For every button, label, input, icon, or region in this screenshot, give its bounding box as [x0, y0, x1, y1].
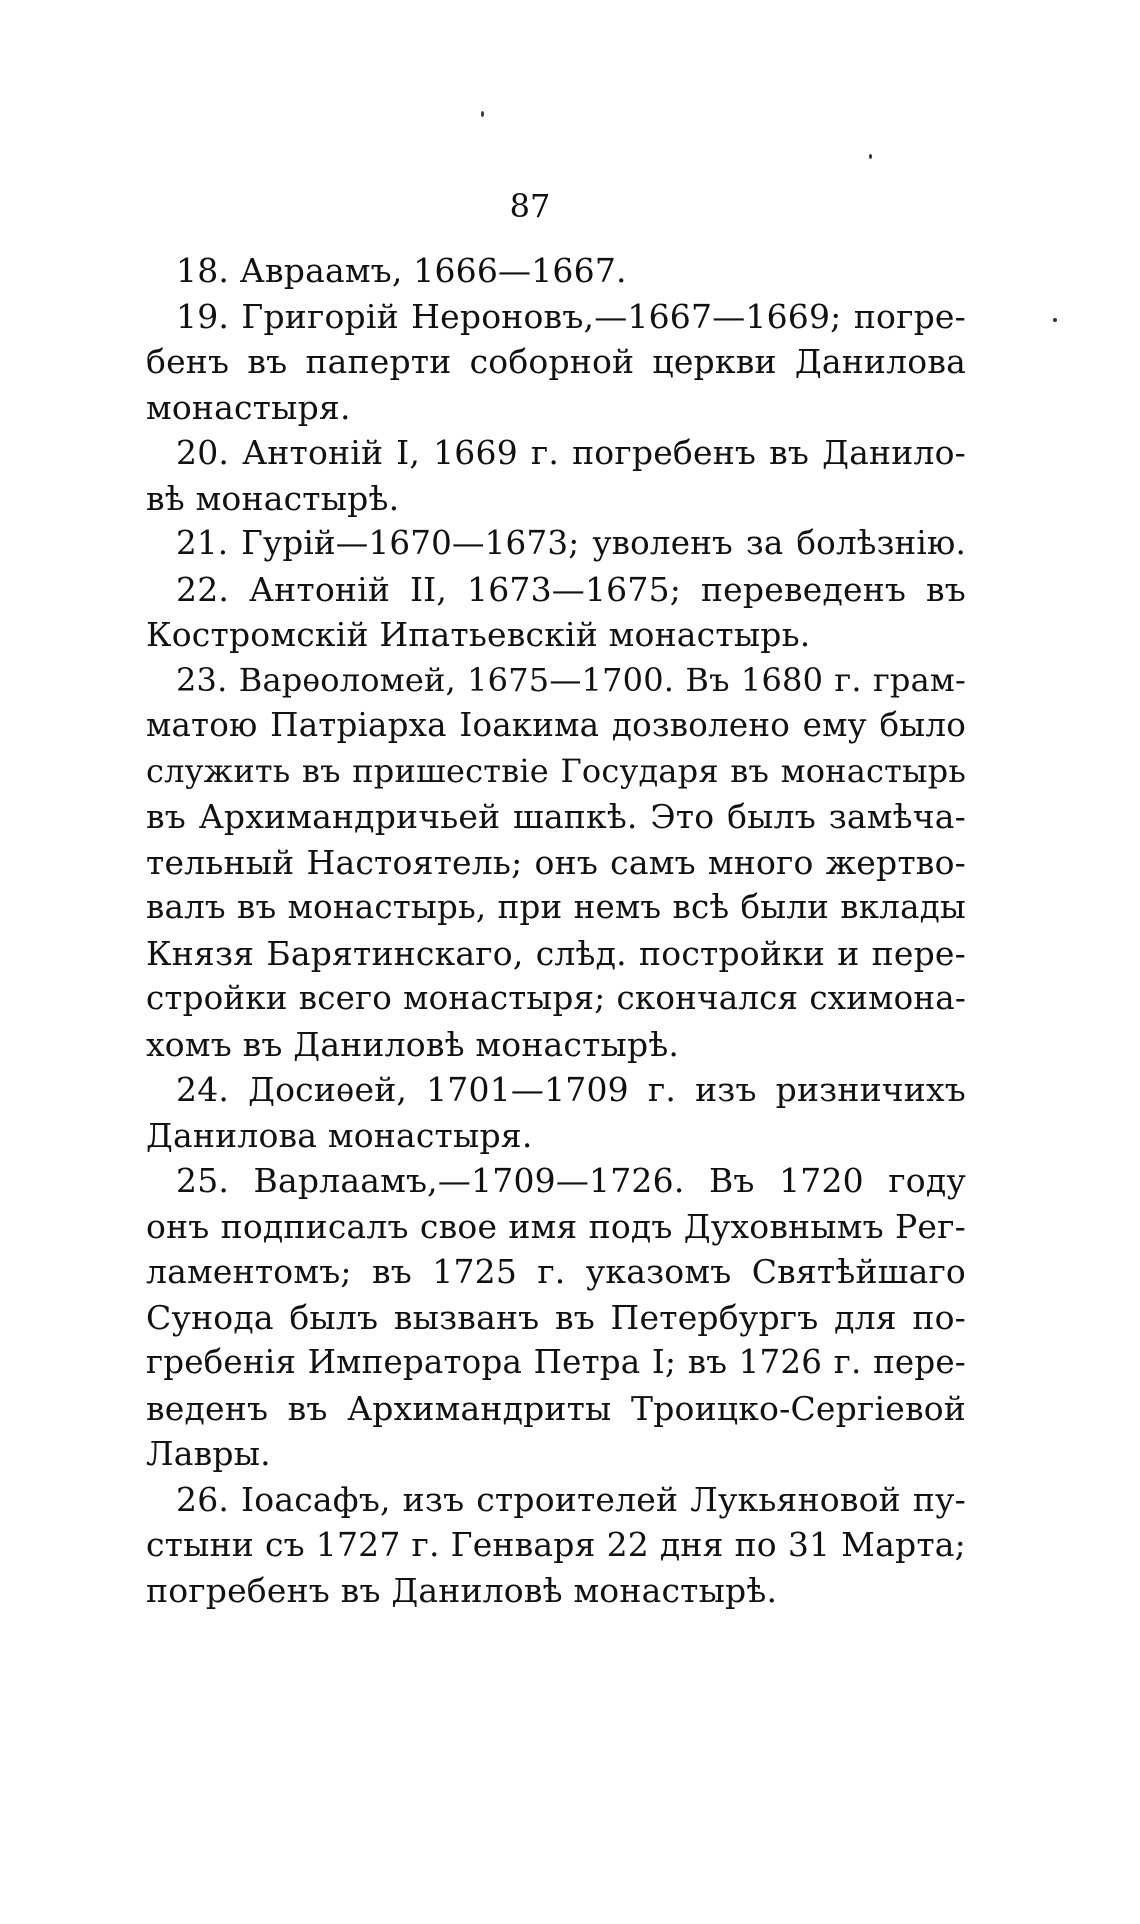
entry-25-line: Сунода былъ вызванъ въ Петербургъ для по- — [146, 1297, 966, 1337]
ink-speck — [1053, 318, 1057, 322]
entry-25-line: онъ подписалъ свое имя подъ Духовнымъ Рег- — [146, 1206, 966, 1246]
entry-25-line: 25. Варлаамъ,—1709—1726. Въ 1720 году — [176, 1161, 966, 1200]
entry-23-line: въ Архимандричьей шапкѣ. Это былъ замѣча- — [146, 797, 966, 836]
entry-26-line: стыни съ 1727 г. Генваря 22 дня по 31 Марта; — [146, 1525, 966, 1564]
entry-23-line: Князя Барятинскаго, слѣд. постройки и пере- — [146, 933, 966, 973]
entry-23-line: матою Патріарха Іоакима дозволено ему было — [146, 706, 966, 744]
ink-speck — [869, 154, 872, 159]
entry-25-line: гребенія Императора Петра I; въ 1726 г. пере- — [146, 1343, 966, 1381]
text-body — [146, 248, 966, 1613]
entry-26-line: 26. Іоасафъ, изъ строителей Лукьяновой пу- — [176, 1479, 966, 1519]
entry-19-line: монастыря. — [146, 387, 351, 427]
entry-20-line: 20. Антоній I, 1669 г. погребенъ въ Данило- — [176, 433, 966, 472]
entry-19-line: бенъ въ паперти соборной церкви Данилова — [146, 342, 966, 381]
page-number: 87 — [509, 187, 551, 225]
entry-22-line: 22. Антоній II, 1673—1675; переведенъ въ — [176, 569, 966, 609]
entry-21-line: 21. Гурій—1670—1673; уволенъ за болѣзнію. — [176, 524, 966, 562]
entry-23-line: стройки всего монастыря; скончался схимона- — [146, 979, 966, 1017]
entry-18-line: 18. Авраамъ, 1666—1667. — [176, 251, 627, 290]
entry-24-line: 24. Досиѳей, 1701—1709 г. изъ ризничихъ — [176, 1070, 966, 1109]
entry-23-line: служить въ пришествіе Государя въ монастырь — [146, 751, 966, 790]
entry-25-line: Лавры. — [146, 1434, 271, 1473]
entry-26-line: погребенъ въ Даниловѣ монастырѣ. — [146, 1570, 778, 1610]
entry-25-line: ламентомъ; въ 1725 г. указомъ Святѣйшаго — [146, 1252, 966, 1291]
entry-23-line: 23. Варѳоломей, 1675—1700. Въ 1680 г. грам- — [176, 660, 966, 699]
entry-24-line: Данилова монастыря. — [146, 1115, 533, 1155]
entry-19-line: 19. Григорій Нероновъ,—1667—1669; погре- — [176, 296, 966, 336]
entry-20-line: вѣ монастырѣ. — [146, 478, 400, 518]
entry-22-line: Костромскій Ипатьевскій монастырь. — [146, 615, 811, 654]
ink-speck — [481, 111, 484, 117]
entry-23-line: валъ въ монастырь, при немъ всѣ были вклады — [146, 888, 966, 926]
entry-23-line: хомъ въ Даниловѣ монастырѣ. — [146, 1024, 680, 1064]
entry-25-line: веденъ въ Архимандриты Троицко-Сергіевой — [146, 1388, 966, 1428]
entry-23-line: тельный Настоятель; онъ самъ много жертво- — [146, 842, 966, 882]
